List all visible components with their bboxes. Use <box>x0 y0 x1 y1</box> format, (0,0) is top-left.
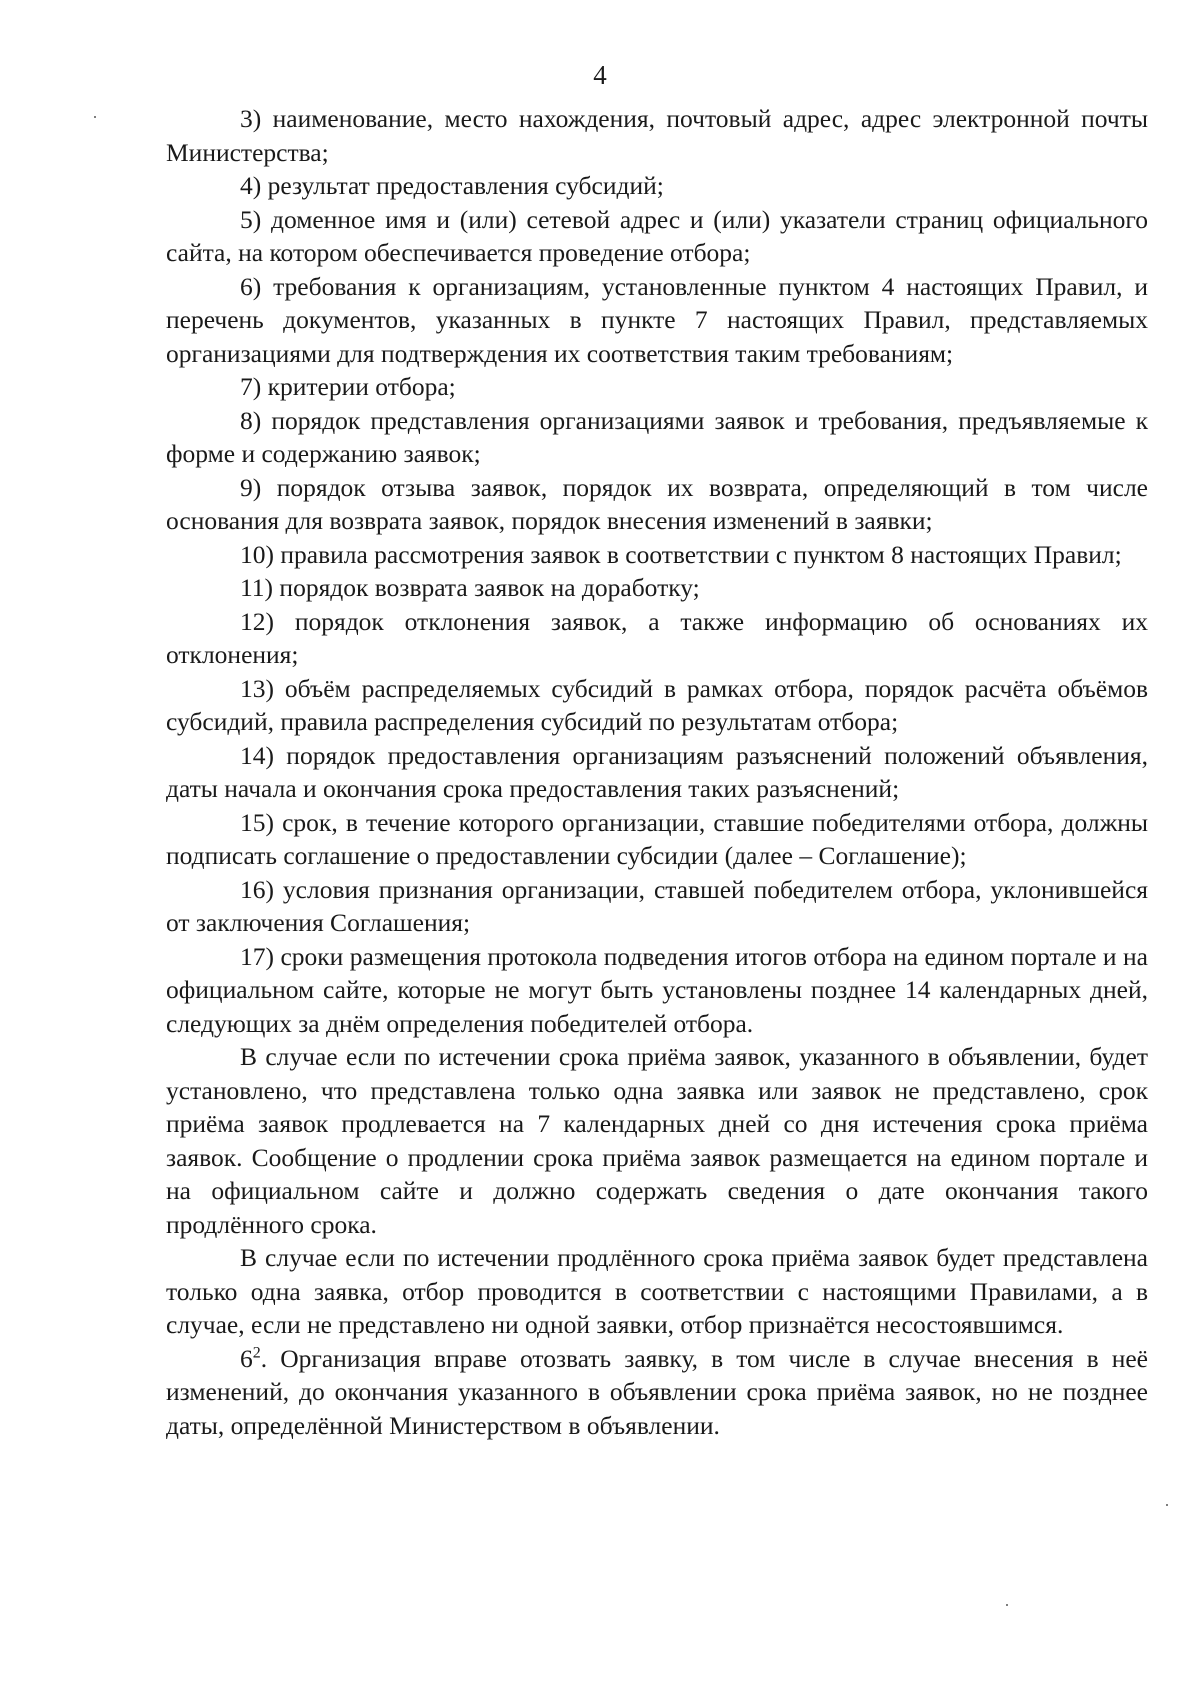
list-item-7: 7) критерии отбора; <box>240 372 456 401</box>
paragraph-single-application: В случае если по истечении продлённого срока приёма заявок будет представлена только одна заявка, отбор проводится в соответствии с настоящими Правилами, а в случае, если не представлено ни одной заявки, отбор признаётся несостоявшимся. <box>166 1243 1148 1339</box>
clause-text: . Организация вправе отозвать заявку, в том числе в случае внесения в неё изменений, до окончания указанного в объявлении срока приёма заявок, но не позднее даты, определённой Министерством в объявлении. <box>166 1343 1148 1440</box>
list-item-15: 15) срок, в течение которого организации, ставшие победителями отбора, должны подписать соглашение о предоставлении субсидии (далее – Соглашение); <box>166 807 1148 870</box>
list-item-8: 8) порядок представления организациями заявок и требования, предъявляемые к форме и содержанию заявок; <box>166 405 1148 468</box>
clause-number: 6 <box>240 1343 253 1373</box>
list-item-16: 16) условия признания организации, ставшей победителем отбора, уклонившейся от заключения Соглашения; <box>166 874 1148 937</box>
paragraph-extension: В случае если по истечении срока приёма заявок, указанного в объявлении, будет установлено, что представлена только одна заявка или заявок не представлено, срок приёма заявок продлевается на 7 календарных дней со дня истечения срока приёма заявок. Сообщение о продлении срока приёма заявок размещается на едином портале и на официальном сайте и должно содержать сведения о дате окончания такого продлённого срока. <box>166 1042 1148 1239</box>
scan-speck <box>1166 1504 1168 1506</box>
clause-superscript: 2 <box>252 1344 261 1361</box>
scan-speck <box>1006 1604 1008 1606</box>
list-item-14: 14) порядок предоставления организациям разъяснений положений объявления, даты начала и окончания срока предоставления таких разъяснений; <box>166 740 1148 803</box>
list-item-11: 11) порядок возврата заявок на доработку; <box>240 573 700 602</box>
scan-speck <box>94 116 96 118</box>
clause-6-2 <box>166 1342 1148 1443</box>
list-item-10: 10) правила рассмотрения заявок в соответствии с пунктом 8 настоящих Правил; <box>240 539 1122 569</box>
list-item-3: 3) наименование, место нахождения, почтовый адрес, адрес электронной почты Министерства; <box>166 104 1148 167</box>
list-item-5: 5) доменное имя и (или) сетевой адрес и (или) указатели страниц официального сайта, на котором обеспечивается проведение отбора; <box>166 204 1148 267</box>
page-number: 4 <box>593 60 607 90</box>
list-item-9: 9) порядок отзыва заявок, порядок их возврата, определяющий в том числе основания для возврата заявок, порядок внесения изменений в заявки; <box>166 472 1148 535</box>
list-item-6: 6) требования к организациям, установленные пунктом 4 настоящих Правил, и перечень документов, указанных в пункте 7 настоящих Правил, представляемых организациями для подтверждения их соответствия таким требованиям; <box>166 271 1148 368</box>
list-item-4: 4) результат предоставления субсидий; <box>240 171 664 200</box>
list-item-12: 12) порядок отклонения заявок, а также информацию об основаниях их отклонения; <box>166 606 1148 669</box>
document-body <box>166 102 1148 1442</box>
list-item-17: 17) сроки размещения протокола подведения итогов отбора на едином портале и на официальном сайте, которые не могут быть установлены позднее 14 календарных дней, следующих за днём определения победителей отбора. <box>166 941 1148 1038</box>
list-item-13: 13) объём распределяемых субсидий в рамках отбора, порядок расчёта объёмов субсидий, правила распределения субсидий по результатам отбора; <box>166 673 1148 736</box>
